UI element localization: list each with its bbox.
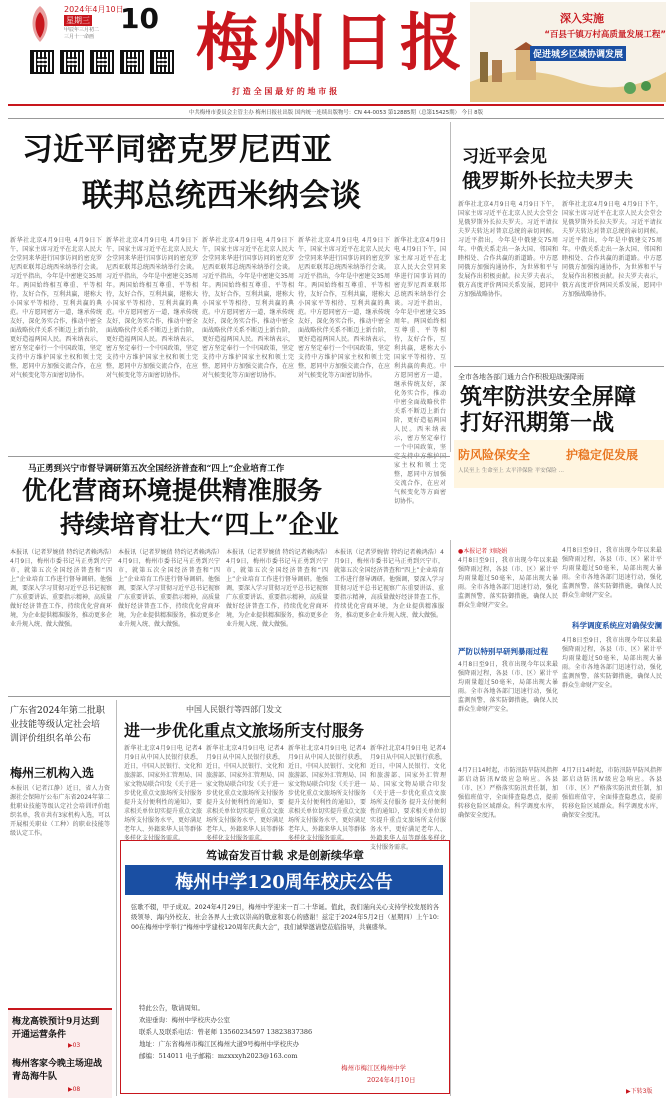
school-contact3: 地址：广东省梅州市梅江区梅州大道9号梅州中学校庆办: [139, 1040, 300, 1048]
qr-code-icon: [150, 50, 174, 74]
school-notice: 特此公告，敬请周知。: [139, 1004, 204, 1012]
school-slogan: 笃诚奋发百廿载 求是创新续华章: [206, 849, 364, 862]
brief-2[interactable]: 梅州客家今晚主场迎战青岛海牛队: [12, 1059, 103, 1082]
school-headline: 梅州中学120周年校庆公告: [175, 872, 393, 893]
left-body: 本报讯（记者江静）近日，省人力资源社会保障厅公布广东省2024年第二批职业技能等级认定社会培训评价组织名单，我市共有3家机构入选，可以开展相关职业（工种）的职业技能等级认定工作。: [10, 785, 110, 837]
side-kicker: 习近平会见: [462, 147, 547, 167]
divider: [8, 696, 450, 697]
bank-kicker: 中国人民银行等四部门发文: [186, 705, 282, 714]
school-body: 弦歌不辍，甲子成双。2024年4月29日，梅州中学迎来一百二十华诞。值此，我们谨向关心支持学校发展的各级领导、海内外校友、社会各界人士致以崇高的敬意和衷心的感谢！兹定于2024年5月2日（星期四）上午10:00在梅州中学举行“梅州中学建校120周年庆典大会”，我们诚挚邀请您莅临指导，共襄盛举。: [131, 904, 439, 931]
lead-body-col5: 新华社北京4月9日电 4月9日下午，国家主席习近平在北京人民大会堂同来华进行国事访问的密克罗尼西亚联邦总统西米纳举行会谈。习近平指出，今年是中密建交35周年。两国始终相互尊重、平等相待，友好合作，互利共赢，堪称大小国家平等相待、互利共赢的典范。中方愿同密方一道，继承传统友好，深化务实合作，推动中密全面战略伙伴关系不断迈上新台阶，更好造福两国人民。西米纳表示，密方坚定奉行一个中国政策，坚 家主权和领土完整，愿同中方加强交流合作，在应对气候变化等方面密切协作。: [394, 237, 446, 505]
masthead-rule: [8, 104, 664, 106]
second-headline-line2: 持续培育壮大“四上”企业: [60, 510, 339, 539]
brief-1[interactable]: 梅龙高铁预计9月达到开通运营条件: [12, 1017, 100, 1040]
school-signature: 梅州市梅江区梅州中学: [341, 1064, 406, 1072]
lunar-date-2: 三月十一命画: [64, 34, 95, 40]
divider: [8, 456, 450, 457]
flood-body-col2: 4月8日至9日，我市出现今年以来最强降雨过程，各县（市、区）累计平均雨量超过50毫米，局部出现大暴雨。全市各地各部门迅速行动，强化监测预警，落实防御措施，确保人民群众生命财产安全。: [562, 547, 662, 599]
left-kicker: 广东省2024年第二批职业技能等级认定社会培训评价组织名单公布: [10, 706, 105, 744]
flood-headline-line1: 筑牢防洪安全屏障: [460, 384, 637, 410]
column-divider: [116, 700, 117, 1096]
lead-body-col2: 新华社北京4月9日电 4月9日下午，国家主席习近平在北京人民大会堂同来华进行国事访问的密克罗尼西亚联邦总统西米纳举行会谈。习近平指出，今年是中密建交35周年。两国始终相互尊重、平等相待，友好合作，互利共赢，堪称大小国家平等相待、互利共赢的典范。中方愿同密方一道，继承传统友好，深化务实合作，推动中密全面战略伙伴关系不断迈上新台阶，更好造福两国人民。西米纳表示，密方坚定奉行一个中国政策，坚定支持中方维护国家主权和领土完整，愿同中方加强交流合作，在应对气候变化等方面密切协作。: [106, 237, 198, 379]
newspaper-title: 梅州日报: [196, 6, 469, 79]
publisher-line: 中共梅州市委员会主管主办 梅州日报社出版 国内统一连续出版物号：CN 44-0053 第12885期（总第15425期） 今日 8版: [189, 110, 483, 116]
page-number: 10: [120, 2, 159, 35]
school-date: 2024年4月10日: [367, 1076, 416, 1084]
lead-headline-line2: 联邦总统西米纳会谈: [82, 178, 361, 214]
school-contact1: 欢迎垂询：梅州中学校庆办公室: [139, 1016, 230, 1024]
weekday: 星期三: [66, 16, 90, 25]
brief-2-ref: ▶08: [68, 1086, 81, 1093]
school-title-bar: [125, 865, 443, 895]
second-headline-line1: 优化营商环境提供精准服务: [22, 476, 323, 505]
second-body-col2: 本报讯（记者罗婉倩 特约记者赖鸿浩）4月9日，梅州市委书记马正勇到兴宁市，就第五次全国经济普查和“四上”企业培育工作进行督导调研。他强调，要深入学习贯彻习近平总书记视察广东重要讲话、重要指示精神，高质量做好经济普查工作，持续优化营商环境，为企业提供精准服务，推动更多企业升规入统、做大做强。: [118, 549, 221, 628]
school-contact2: 联系人及联系电话：曾老师 13560234597 13823837386: [139, 1028, 313, 1036]
flood-subhead2: 科学调度系统应对确保安澜: [572, 621, 662, 630]
left-headline: 梅州三机构入选: [10, 766, 95, 780]
lunar-date: 甲辰年三月初二: [64, 27, 100, 33]
school-announcement: [120, 840, 450, 1094]
newspaper-logo-icon: [24, 4, 56, 44]
flood-banner: [454, 440, 664, 488]
flood-body-col1: 4月8日至9日，我市出现今年以来最强降雨过程，各县（市、区）累计平均雨量超过50毫米，局部出现大暴雨。全市各地各部门迅速行动，强化监测预警，落实防御措施，确保人民群众生命财产安全。: [458, 557, 558, 609]
promo-line3: 促进城乡区域协调发展: [530, 46, 626, 61]
side-body-col1: 新华社北京4月9日电 4月9日下午，国家主席习近平在北京人民大会堂会见俄罗斯外长拉夫罗夫。习近平请拉夫罗夫转达对普京总统的亲切问候。习近平指出，今年是中俄建交75周年。中俄关系走出一条大国、邻国和睦相处、合作共赢的新道路。中方愿同俄方加强沟通协作，为世界和平与发展作出积极贡献。拉夫罗夫表示，俄方高度评价两国关系发展，愿同中方加强战略协作。: [458, 201, 558, 298]
bank-body-col3: 新华社北京4月9日电 记者4月9日从中国人民银行获悉，近日，中国人民银行、文化和旅游部、国家外汇管理局、国家文物局联合印发《关于进一步优化重点文旅场所支付服务 提升支付便利性的通知》，要求相关单位切实提升重点文旅场所支付服务水平，更好满足老年人、外籍来华人员等群体多样化支付服务需求。: [288, 745, 367, 842]
second-kicker: 马正勇到兴宁市督导调研第五次全国经济普查和“四上”企业培育工作: [28, 464, 285, 474]
divider: [8, 118, 664, 119]
flood-body-col3: 4月8日至9日，我市出现今年以来最强降雨过程，各县（市、区）累计平均雨量超过50毫米，局部出现大暴雨。全市各地各部门迅速行动，强化监测预警，落实防御措施，确保人民群众生命财产安全。: [458, 661, 558, 713]
qr-code-icon: [60, 50, 84, 74]
promo-line1: 深入实施: [560, 12, 604, 25]
promo-ad: [470, 2, 666, 102]
column-divider: [450, 122, 451, 452]
qr-code-icon: [90, 50, 114, 74]
side-body-col2: 新华社北京4月9日电 4月9日下午，国家主席习近平在北京人民大会堂会见俄罗斯外长拉夫罗夫。习近平请拉夫罗夫转达对普京总统的亲切问候。习近平指出，今年是中俄建交75周年。中俄关系走出一条大国、邻国和睦相处、合作共赢的新道路。中方愿同俄方加强沟通协作，为世界和平与发展作出积极贡献。拉夫罗夫表示，俄方高度评价两国关系发展，愿同中方加强战略协作。: [562, 201, 662, 298]
right-body-col1: 4月7日14时起，市防汛防旱防风指挥部启动防汛Ⅳ级应急响应。各县（市、区）严格落实防汛责任制，加强值班值守，全面排查隐患点，提前转移危险区域群众。科学调度水库，确保安全度汛。: [458, 767, 558, 819]
promo-line2: “百县千镇万村高质量发展工程”: [544, 30, 666, 40]
divider: [454, 366, 664, 367]
continued-link[interactable]: ▶下转3版: [626, 1088, 653, 1095]
qr-code-icon: [120, 50, 144, 74]
flood-banner-text1: 防风险保安全: [458, 448, 531, 462]
flood-author: ●本报记者 刘晓娟: [458, 548, 508, 555]
bank-body-col1: 新华社北京4月9日电 记者4月9日从中国人民银行获悉，近日，中国人民银行、文化和旅游部、国家外汇管理局、国家文物局联合印发《关于进一步优化重点文旅场所支付服务 提升支付便利性的通知》，要求相关单位切实提升重点文旅场所支付服务水平，更好满足老年人、外籍来华人员等群体多样化支付服务需求。: [124, 745, 203, 842]
right-body-col2: 4月7日14时起，市防汛防旱防风指挥部启动防汛Ⅳ级应急响应。各县（市、区）严格落实防汛责任制，加强值班值守，全面排查隐患点，提前转移危险区域群众。科学调度水库，确保安全度汛。: [562, 767, 662, 819]
flood-headline-line2: 打好汛期第一战: [460, 410, 615, 436]
flood-subhead1: 严防以特别早研判暴雨过程: [458, 647, 548, 656]
brief-1-ref: ▶03: [68, 1042, 81, 1049]
school-contact4: 邮编：514011 电子邮箱：mzxxxyh2023@163.com: [139, 1052, 298, 1060]
second-body-col3: 本报讯（记者罗婉倩 特约记者赖鸿浩）4月9日，梅州市委书记马正勇到兴宁市，就第五次全国经济普查和“四上”企业培育工作进行督导调研。他强调，要深入学习贯彻习近平总书记视察广东重要讲话、重要指示精神，高质量做好经济普查工作，持续优化营商环境，为企业提供精准服务，推动更多企业升规入统、做大做强。: [226, 549, 329, 628]
second-body-col1: 本报讯（记者罗婉倩 特约记者赖鸿浩）4月9日，梅州市委书记马正勇到兴宁市，就第五次全国经济普查和“四上”企业培育工作进行督导调研。他强调，要深入学习贯彻习近平总书记视察广东重要讲话、重要指示精神，高质量做好经济普查工作，持续优化营商环境，为企业提供精准服务，推动更多企业升规入统、做大做强。: [10, 549, 113, 628]
bank-body-col2: 新华社北京4月9日电 记者4月9日从中国人民银行获悉，近日，中国人民银行、文化和旅游部、国家外汇管理局、国家文物局联合印发《关于进一步优化重点文旅场所支付服务 提升支付便利性的通知》，要求相关单位切实提升重点文旅场所支付服务水平，更好满足老年人、外籍来华人员等群体多样化支付服务需求。: [206, 745, 285, 842]
second-body-col4: 本报讯（记者罗婉倩 特约记者赖鸿浩）4月9日，梅州市委书记马正勇到兴宁市，就第五次全国经济普查和“四上”企业培育工作进行督导调研。他强调，要深入学习贯彻习近平总书记视察广东重要讲话、重要指示精神，高质量做好经济普查工作，持续优化营商环境，为企业提供精准服务，推动更多企业升规入统、做大做强。: [334, 549, 444, 619]
issue-date: 2024年4月10日: [64, 5, 124, 14]
lead-body-col3: 新华社北京4月9日电 4月9日下午，国家主席习近平在北京人民大会堂同来华进行国事访问的密克罗尼西亚联邦总统西米纳举行会谈。习近平指出，今年是中密建交35周年。两国始终相互尊重、平等相待，友好合作，互利共赢，堪称大小国家平等相待、互利共赢的典范。中方愿同密方一道，继承传统友好，深化务实合作，推动中密全面战略伙伴关系不断迈上新台阶，更好造福两国人民。西米纳表示，密方坚定奉行一个中国政策，坚定支持中方维护国家主权和领土完整，愿同中方加强交流合作，在应对气候变化等方面密切协作。: [202, 237, 294, 379]
flood-banner-sub: 人民至上 生命至上 太平洋保险 平安保险 …: [458, 468, 564, 474]
flood-banner-text2: 护稳定促发展: [566, 448, 639, 462]
flood-body-col4: 4月8日至9日，我市出现今年以来最强降雨过程，各县（市、区）累计平均雨量超过50毫米，局部出现大暴雨。全市各地各部门迅速行动，强化监测预警，落实防御措施，确保人民群众生命财产安全。: [562, 637, 662, 689]
qr-code-icon: [30, 50, 54, 74]
bank-body-col4: 新华社北京4月9日电 记者4月9日从中国人民银行获悉，近日，中国人民银行、文化和旅游部、国家外汇管理局、国家文物局联合印发《关于进一步优化重点文旅场所支付服务 提升支付便利性的通知》，要求相关单位切实提升重点文旅场所支付服务水平，更好满足老年人、外籍来华人员等群体多样化支付服务需求。: [370, 745, 446, 851]
bank-headline: 进一步优化重点文旅场所支付服务: [124, 721, 365, 740]
flood-kicker: 全市各地各部门通力合作积极迎战强降雨: [458, 373, 584, 381]
lead-headline-line1: 习近平同密克罗尼西亚: [22, 132, 332, 168]
side-headline: 俄罗斯外长拉夫罗夫: [462, 170, 634, 192]
slogan: 打 造 全 国 最 好 的 地 市 报: [232, 87, 338, 96]
lead-body-col4: 新华社北京4月9日电 4月9日下午，国家主席习近平在北京人民大会堂同来华进行国事访问的密克罗尼西亚联邦总统西米纳举行会谈。习近平指出，今年是中密建交35周年。两国始终相互尊重、平等相待，友好合作，互利共赢，堪称大小国家平等相待、互利共赢的典范。中方愿同密方一道，继承传统友好，深化务实合作，推动中密全面战略伙伴关系不断迈上新台阶，更好造福两国人民。西米纳表示，密方坚定奉行一个中国政策，坚定支持中方维护国家主权和领土完整，愿同中方加强交流合作，在应对气候变化等方面密切协作。: [298, 237, 390, 379]
left-briefs: [8, 1008, 112, 1098]
column-divider: [450, 540, 451, 1096]
lead-body-col1: 新华社北京4月9日电 4月9日下午，国家主席习近平在北京人民大会堂同来华进行国事访问的密克罗尼西亚联邦总统西米纳举行会谈。习近平指出，今年是中密建交35周年。两国始终相互尊重、平等相待，友好合作，互利共赢，堪称大小国家平等相待、互利共赢的典范。中方愿同密方一道，继承传统友好，深化务实合作，推动中密全面战略伙伴关系不断迈上新台阶，更好造福两国人民。西米纳表示，密方坚定奉行一个中国政策，坚定支持中方维护国家主权和领土完整，愿同中方加强交流合作，在应对气候变化等方面密切协作。: [10, 237, 102, 379]
